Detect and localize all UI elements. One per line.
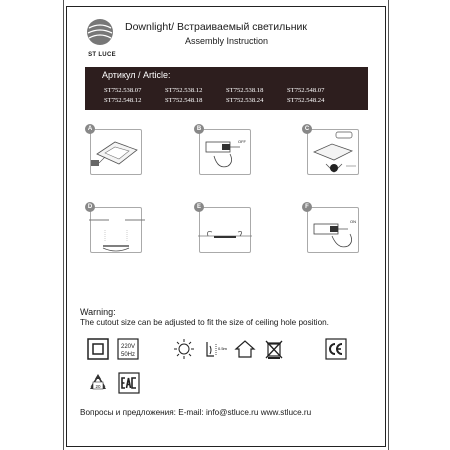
step-badge: A [85, 124, 95, 134]
step-d [85, 202, 147, 258]
step-c-illustration [302, 124, 364, 180]
document-title: Downlight/ Встраиваемый светильник [125, 21, 307, 33]
step-badge: D [85, 202, 95, 212]
article-code: ST752.548.07 [287, 87, 325, 94]
step-a [85, 124, 147, 180]
brand-name: ST LUCE [88, 52, 116, 58]
step-f [302, 202, 364, 258]
document-subtitle: Assembly Instruction [185, 36, 269, 46]
light-bulb-icon [173, 338, 195, 360]
step-badge: B [194, 124, 204, 134]
article-title: Артикул / Article: [102, 70, 171, 80]
step-c [302, 124, 364, 180]
article-code: ST752.538.18 [226, 87, 264, 94]
double-insulation-icon [87, 338, 109, 360]
step-badge: E [194, 202, 204, 212]
article-code: ST752.548.12 [104, 97, 142, 104]
ce-mark-icon [325, 338, 347, 360]
step-b [194, 124, 256, 180]
indoor-use-icon [234, 338, 256, 360]
step-e-illustration [194, 202, 256, 258]
distance-icon [204, 338, 226, 360]
power-on-label: ON [350, 219, 356, 224]
warning-title: Warning: [80, 307, 116, 317]
step-d-illustration [85, 202, 147, 258]
weee-bin-icon [263, 338, 285, 360]
contact-line: Вопросы и предложения: E-mail: info@stluce.ru www.stluce.ru [80, 408, 312, 417]
article-code: ST752.538.07 [104, 87, 142, 94]
article-code: ST752.538.24 [226, 97, 264, 104]
step-f-illustration [302, 202, 364, 258]
voltage-label: 220V [120, 344, 135, 350]
article-box [85, 67, 368, 110]
article-code: ST752.548.18 [165, 97, 203, 104]
recycle-icon [87, 372, 109, 394]
step-a-illustration [85, 124, 147, 180]
recycle-number: 20 [95, 384, 101, 389]
warning-text: The cutout size can be adjusted to fit the size of ceiling hole position. [80, 318, 329, 327]
power-off-label: OFF [238, 139, 246, 144]
article-codes-row-1 [104, 87, 342, 94]
frequency-label: 50Hz [120, 352, 135, 358]
step-badge: F [302, 202, 312, 212]
svg-text:0.5m: 0.5m [218, 346, 227, 351]
article-code: ST752.548.24 [287, 97, 325, 104]
step-e [194, 202, 256, 258]
article-codes-row-2 [104, 97, 342, 104]
article-code: ST752.538.12 [165, 87, 203, 94]
step-badge: C [302, 124, 312, 134]
step-b-illustration [194, 124, 256, 180]
eac-mark-icon [118, 372, 140, 394]
